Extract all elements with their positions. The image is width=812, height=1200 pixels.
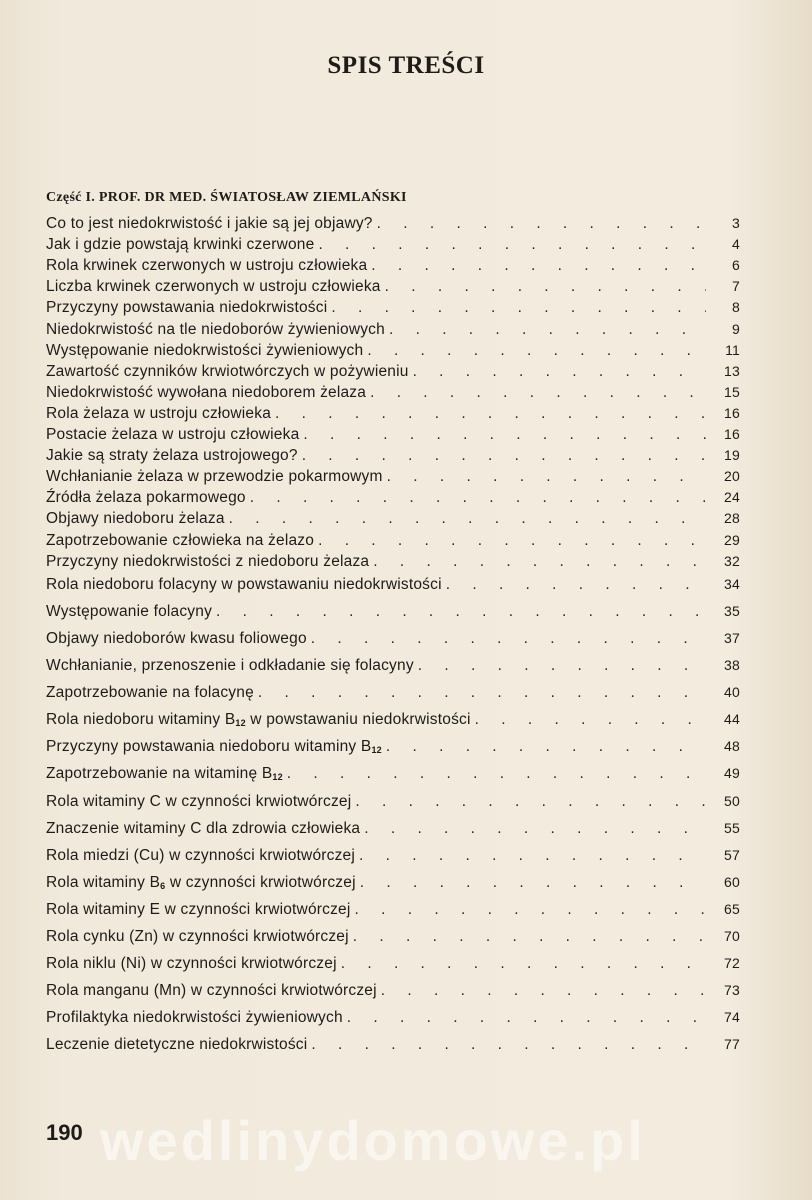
toc-entry-title-text: Występowanie folacyny [46, 602, 213, 620]
toc-entry [46, 576, 740, 596]
toc-entry-title [46, 793, 351, 811]
toc-entry [46, 603, 740, 623]
dot-leader [367, 257, 706, 275]
toc-entry [46, 426, 740, 446]
toc-entry-page: 20 [724, 468, 740, 485]
toc-entry-page: 37 [724, 629, 740, 646]
toc-entry-title [46, 657, 414, 675]
toc-entry [46, 532, 740, 552]
toc-entry-title [46, 874, 356, 892]
dot-leader [225, 510, 706, 528]
toc-entry-title-text: Przyczyny powstawania niedoboru witaminy B [46, 738, 372, 756]
dot-leader [381, 278, 706, 296]
toc-entry [46, 363, 740, 383]
dot-leader [212, 603, 706, 621]
toc-entry-title-text: Niedokrwistość na tle niedoborów żywieniowych [46, 320, 385, 338]
toc-entry-title-text: Zapotrzebowanie człowieka na żelazo [46, 531, 315, 549]
dot-leader [307, 630, 706, 648]
dot-leader [337, 955, 706, 973]
toc-entry-title [46, 447, 298, 465]
toc-entry-title [46, 215, 373, 233]
toc-entry [46, 510, 740, 530]
toc-entry [46, 321, 740, 341]
page-title: SPIS TREŚCI [327, 52, 485, 79]
toc-entry [46, 657, 740, 677]
toc-entry-title-rest: w powstawaniu niedokrwistości [245, 711, 471, 729]
dot-leader [409, 363, 706, 381]
toc-entry-subscript: 12 [272, 772, 283, 783]
toc-entry-title [46, 928, 349, 946]
dot-leader [382, 738, 706, 756]
toc-entry-title-text: Rola cynku (Zn) w czynności krwiotwórczej [46, 928, 349, 945]
dot-leader [307, 1036, 706, 1054]
toc-entry-page: 7 [732, 278, 740, 295]
toc-entry [46, 793, 740, 813]
toc-entry-page: 38 [724, 657, 740, 673]
toc-entry-title-text: Zapotrzebowanie na folacynę [46, 684, 254, 702]
toc-entry-title-text: Wchłanianie, przenoszenie i odkładanie się folacyny [46, 657, 414, 674]
toc-entry-page: 16 [724, 404, 740, 421]
toc-entry [46, 405, 740, 425]
toc-entry-title [46, 342, 363, 360]
toc-entry-title [46, 532, 314, 550]
toc-entry-title-text: Przyczyny powstawania niedokrwistości [46, 299, 328, 317]
toc-entry-page: 15 [724, 383, 740, 400]
toc-entry-title-text: Niedokrwistość wywołana niedoborem żelaza [46, 383, 367, 401]
toc-entry [46, 765, 740, 785]
toc-entry [46, 278, 740, 298]
toc-entry-title [46, 820, 360, 838]
toc-entry [46, 982, 740, 1002]
toc-entry [46, 1009, 740, 1029]
dot-leader [442, 576, 706, 594]
toc-entry-page: 44 [724, 711, 740, 728]
part-heading: Część I. PROF. DR MED. ŚWIATOSŁAW ZIEMLAŃSKI [46, 190, 407, 205]
watermark: wedlinydomowe.pl [100, 1109, 646, 1172]
toc-entry-page: 40 [724, 684, 740, 701]
toc-entry-title-text: Rola witaminy E w czynności krwiotwórczej [46, 900, 351, 918]
toc-entry-page: 55 [724, 819, 740, 836]
toc-entry-page: 16 [724, 426, 740, 442]
toc-entry-title [46, 257, 367, 275]
toc-entry [46, 384, 740, 404]
toc-entry-title-text: Występowanie niedokrwistości żywieniowych [46, 341, 364, 359]
toc-entry [46, 738, 740, 758]
toc-entry-title-text: Jak i gdzie powstają krwinki czerwone [46, 236, 315, 254]
dot-leader [356, 874, 706, 892]
toc-entry-title-text: Zawartość czynników krwiotwórczych w pożywieniu [46, 362, 409, 380]
toc-entry-title [46, 603, 212, 621]
dot-leader [351, 793, 706, 811]
dot-leader [246, 489, 706, 507]
toc-entry [46, 257, 740, 277]
toc-entry-title-text: Co to jest niedokrwistość i jakie są jej objawy? [46, 215, 373, 232]
toc-entry-title-text: Rola miedzi (Cu) w czynności krwiotwórczej [46, 846, 355, 864]
toc-entry-title-text: Leczenie dietetyczne niedokrwistości [46, 1036, 308, 1054]
toc-entry-subscript: 12 [235, 718, 246, 729]
toc-entry-title [46, 426, 299, 444]
toc-entry-title-text: Rola niedoboru folacyny w powstawaniu niedokrwistości [46, 575, 442, 593]
toc-entry-title-text: Rola manganu (Mn) w czynności krwiotwórczej [46, 982, 377, 1000]
toc-entry [46, 553, 740, 573]
dot-leader [385, 321, 706, 339]
toc-entry-title-text: Zapotrzebowanie na witaminę B [46, 765, 273, 783]
toc-entry-title-rest: w czynności krwiotwórczej [165, 873, 356, 891]
toc-entry [46, 236, 740, 256]
toc-entry-title [46, 1036, 307, 1054]
toc-entry-page: 6 [732, 257, 740, 274]
toc-entry [46, 847, 740, 867]
toc-entry-title-text: Wchłanianie żelaza w przewodzie pokarmowym [46, 468, 383, 486]
toc-entry-title-text: Rola niklu (Ni) w czynności krwiotwórczej [46, 955, 337, 973]
dot-leader [355, 847, 706, 865]
toc-entry-title [46, 982, 377, 1000]
toc-entry-title-text: Postacie żelaza w ustroju człowieka [46, 426, 300, 443]
toc-entry-title [46, 236, 314, 254]
dot-leader [314, 532, 706, 550]
toc-entry-page: 73 [724, 982, 740, 999]
toc-entry [46, 1036, 740, 1056]
toc-entry-page: 13 [724, 362, 740, 379]
toc-entry-title [46, 1009, 343, 1027]
page-number: 190 [46, 1120, 83, 1145]
toc-entry-title [46, 765, 283, 783]
dot-leader [373, 215, 706, 233]
dot-leader [299, 426, 706, 444]
dot-leader [360, 820, 706, 838]
toc-entry-title-text: Znaczenie witaminy C dla zdrowia człowieka [46, 819, 361, 837]
dot-leader [471, 711, 706, 729]
dot-leader [351, 901, 706, 919]
toc-entry-title [46, 630, 307, 648]
toc-entry-subscript: 6 [160, 880, 166, 891]
toc-entry-page: 24 [724, 489, 740, 506]
toc-entry-page: 4 [732, 236, 740, 253]
toc-entry-page: 48 [724, 738, 740, 755]
toc-entry-title-text: Objawy niedoboru żelaza [46, 510, 225, 528]
dot-leader [414, 657, 706, 675]
toc-entry-page: 35 [724, 602, 740, 619]
dot-leader [349, 928, 706, 946]
toc-entry-title [46, 955, 337, 973]
toc-entry-title-text: Rola żelaza w ustroju człowieka [46, 404, 272, 422]
toc-entry-title-text: Rola witaminy B [46, 873, 161, 891]
toc-entry-title [46, 384, 366, 402]
toc-entry-title [46, 738, 382, 756]
toc-entry-title [46, 489, 246, 507]
toc-entry-page: 8 [732, 299, 740, 316]
toc-entry-title [46, 510, 225, 528]
toc-entry [46, 901, 740, 921]
dot-leader [327, 299, 706, 317]
toc-entry-title [46, 363, 409, 381]
toc-entry-title [46, 299, 327, 317]
toc-entry [46, 342, 740, 362]
toc-entry-page: 74 [724, 1009, 740, 1026]
toc-entry-title-text: Rola witaminy C w czynności krwiotwórczej [46, 792, 352, 810]
toc-entry-title [46, 321, 385, 339]
toc-entry-subscript: 12 [371, 745, 382, 756]
toc-entry [46, 820, 740, 840]
toc-entry-title [46, 901, 351, 919]
toc-entry [46, 447, 740, 467]
toc-entry [46, 468, 740, 488]
toc-entry [46, 299, 740, 319]
toc-entry [46, 955, 740, 975]
toc-entry-page: 19 [724, 447, 740, 464]
toc-entry-title-text: Przyczyny niedokrwistości z niedoboru żelaza [46, 552, 370, 570]
dot-leader [377, 982, 706, 1000]
toc-entry-title [46, 405, 271, 423]
toc-entry-page: 72 [724, 955, 740, 972]
toc-entry-title [46, 711, 471, 729]
toc-entry-title-text: Liczba krwinek czerwonych w ustroju człowieka [46, 278, 381, 296]
toc-entry-page: 65 [724, 900, 740, 917]
toc-entry-page: 29 [724, 531, 740, 548]
toc-entry-page: 3 [732, 215, 740, 231]
dot-leader [366, 384, 706, 402]
toc-entry [46, 874, 740, 894]
toc-entry-page: 32 [724, 552, 740, 569]
toc-entry-title [46, 278, 381, 296]
dot-leader [343, 1009, 706, 1027]
toc-entry-title-text: Profilaktyka niedokrwistości żywieniowych [46, 1009, 343, 1027]
toc-entry-page: 60 [724, 873, 740, 890]
toc-entry-title [46, 684, 254, 702]
toc-entry [46, 684, 740, 704]
toc-entry-page: 9 [732, 320, 740, 337]
toc-entry-title [46, 553, 369, 571]
toc-entry-page: 34 [724, 575, 740, 592]
toc-entry-title [46, 847, 355, 865]
toc-entry-page: 11 [725, 341, 740, 358]
toc-entry-title-text: Rola krwinek czerwonych w ustroju człowieka [46, 257, 368, 275]
toc-entry-title [46, 576, 442, 594]
dot-leader [363, 342, 706, 360]
dot-leader [383, 468, 706, 486]
toc-entry-title [46, 468, 383, 486]
toc-entry-page: 50 [724, 792, 740, 809]
dot-leader [283, 765, 706, 783]
toc-entry-title-text: Rola niedoboru witaminy B [46, 711, 236, 729]
toc-entry [46, 215, 740, 235]
toc-entry-page: 49 [724, 765, 740, 782]
dot-leader [254, 684, 706, 702]
toc-entry [46, 489, 740, 509]
toc-entry-page: 28 [724, 510, 740, 527]
toc-entry [46, 711, 740, 731]
toc-entry-title-text: Objawy niedoborów kwasu foliowego [46, 629, 307, 647]
dot-leader [314, 236, 706, 254]
toc-entry-page: 70 [724, 928, 740, 944]
toc-entry-page: 57 [724, 846, 740, 863]
toc-entry-page: 77 [724, 1036, 740, 1053]
toc-entry-title-text: Jakie są straty żelaza ustrojowego? [46, 447, 298, 465]
dot-leader [298, 447, 706, 465]
dot-leader [271, 405, 706, 423]
toc-entry [46, 928, 740, 948]
toc-entry-title-text: Źródła żelaza pokarmowego [46, 489, 246, 507]
dot-leader [369, 553, 706, 571]
toc-entry [46, 630, 740, 650]
